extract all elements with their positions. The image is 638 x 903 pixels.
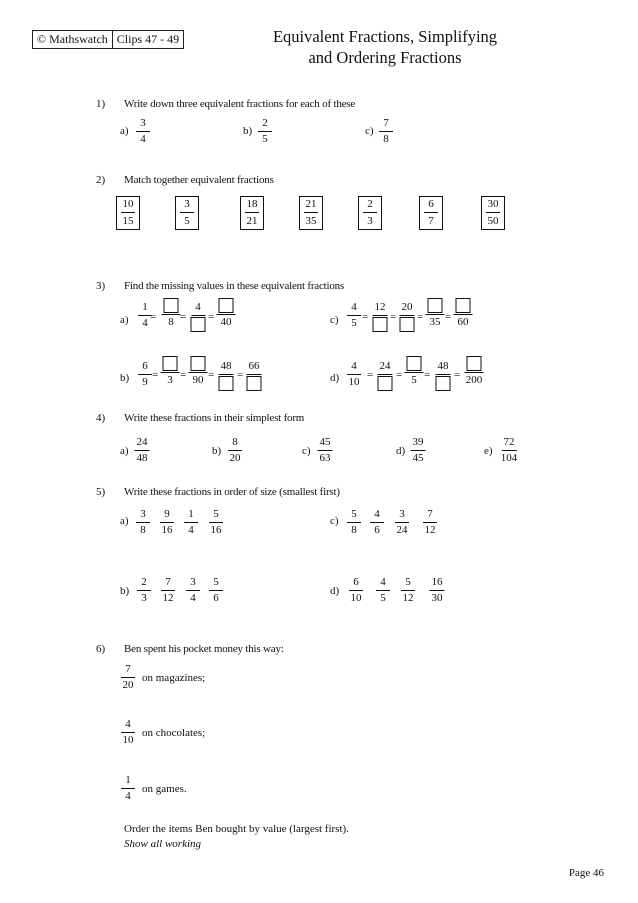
equals-sign: = [424,369,431,381]
numerator: 1 [121,774,135,789]
q3d-fraction [378,360,393,395]
missing-value-box[interactable] [467,356,482,371]
denominator [219,375,234,395]
denominator: 200 [465,374,483,386]
numerator: 24 [135,436,150,451]
q1-number: 1) [96,98,106,110]
denominator: 5 [262,133,268,145]
q6-fraction-games [121,774,135,803]
q5a-fraction [209,508,223,537]
q3-number: 3) [96,280,106,292]
numerator: 7 [121,663,135,678]
q1-text: Write down three equivalent fractions for each of these [124,98,356,110]
q2-fraction-card[interactable] [175,196,199,230]
q5-label-d: d) [330,585,340,597]
q3d-fraction [465,356,484,387]
q5c-fraction [370,508,384,537]
q5-label-c: c) [330,515,339,527]
denominator: 3 [167,374,173,386]
numerator: 3 [136,117,150,132]
denominator: 8 [140,524,146,536]
q2-fraction-card[interactable] [358,196,382,230]
q5d-fraction [349,576,363,605]
numerator [405,356,424,373]
numerator: 72 [502,436,517,451]
numerator: 6 [138,360,152,375]
q2-fraction-card[interactable] [481,196,505,230]
numerator: 16 [430,576,445,591]
denominator: 16 [210,524,222,536]
q3-label-b: b) [120,372,130,384]
denominator: 8 [383,133,389,145]
q3a-fraction [162,298,181,329]
denominator: 104 [500,452,518,464]
denominator: 5 [380,592,386,604]
equals-sign: = [445,311,452,323]
q2-number: 2) [96,174,106,186]
q4-text: Write these fractions in their simplest form [124,412,305,424]
numerator: 66 [247,360,262,375]
numerator: 3 [136,508,150,523]
numerator: 39 [411,436,426,451]
missing-value-box[interactable] [378,376,393,391]
denominator: 7 [428,215,434,227]
numerator: 2 [363,198,377,213]
q1-fraction-a [136,117,150,146]
equals-sign: = [152,369,159,381]
q6-fraction-magazines [121,663,135,692]
numerator: 45 [318,436,333,451]
numerator: 4 [191,301,205,316]
missing-value-box[interactable] [163,356,178,371]
q6-item-text: on chocolates; [142,727,206,739]
denominator [191,316,206,336]
equals-sign: = [396,369,403,381]
q3b-fraction [247,360,262,395]
numerator: 48 [436,360,451,375]
q3b-fraction [138,360,152,389]
numerator [426,298,445,315]
denominator: 8 [168,316,174,328]
q5a-fraction [160,508,174,537]
denominator: 3 [367,215,373,227]
equals-sign: = [208,311,215,323]
q1-fraction-b [258,117,272,146]
q3d-fraction [405,356,424,387]
q3c-fraction [400,301,415,336]
equals-sign: = [208,369,215,381]
denominator: 10 [348,376,360,388]
denominator: 30 [431,592,443,604]
q4-number: 4) [96,412,106,424]
missing-value-box[interactable] [407,356,422,371]
missing-value-box[interactable] [191,317,206,332]
missing-value-box[interactable] [219,298,234,313]
q6-text: Ben spent his pocket money this way: [124,643,284,655]
q3-label-c: c) [330,314,339,326]
q3-text: Find the missing values in these equivalent fractions [124,280,345,292]
q5b-fraction [137,576,151,605]
denominator [373,316,388,336]
numerator: 10 [121,198,135,213]
numerator: 4 [370,508,384,523]
q2-fraction-card[interactable] [116,196,140,230]
numerator: 6 [424,198,438,213]
numerator: 2 [258,117,272,132]
numerator [465,356,484,373]
denominator: 4 [142,317,148,329]
q5c-fraction [347,508,361,537]
q1-label-b: b) [243,125,253,137]
equals-sign: = [180,369,187,381]
denominator [378,375,393,395]
equals-sign: = [417,311,424,323]
q3-label-a: a) [120,314,129,326]
q3c-fraction [426,298,445,329]
denominator: 45 [412,452,424,464]
q2-text: Match together equivalent fractions [124,174,274,186]
equals-sign: = [454,369,461,381]
equals-sign: = [362,311,369,323]
equals-sign: = [390,311,397,323]
denominator: 90 [192,374,204,386]
q3a-fraction [191,301,206,336]
missing-value-box[interactable] [191,356,206,371]
numerator: 30 [486,198,500,213]
denominator: 4 [190,592,196,604]
q5d-fraction [401,576,415,605]
q5b-fraction [209,576,223,605]
q3d-fraction [347,360,361,389]
numerator: 7 [379,117,393,132]
denominator: 63 [319,452,331,464]
q2-fraction-card[interactable] [240,196,264,230]
denominator: 12 [424,524,436,536]
q4-fraction-e [501,436,518,465]
numerator: 12 [373,301,388,316]
q2-fraction-card[interactable] [419,196,443,230]
numerator: 2 [137,576,151,591]
q5b-fraction [186,576,200,605]
numerator: 4 [376,576,390,591]
numerator: 5 [401,576,415,591]
q6-item-text: on games. [142,783,187,795]
q5b-fraction [161,576,175,605]
denominator: 4 [140,133,146,145]
q6-number: 6) [96,643,106,655]
q4-fraction-c [318,436,333,465]
denominator: 5 [351,317,357,329]
denominator: 12 [402,592,414,604]
numerator: 24 [378,360,393,375]
q2-fraction-card[interactable] [299,196,323,230]
numerator [217,298,236,315]
q5c-fraction [423,508,437,537]
q4-fraction-a [135,436,150,465]
missing-value-box[interactable] [436,376,451,391]
title-line-2: and Ordering Fractions [308,48,462,67]
equals-sign: = [150,311,157,323]
q4-label-d: d) [396,445,406,457]
q4-label-a: a) [120,445,129,457]
q3b-fraction [189,356,208,387]
numerator: 5 [347,508,361,523]
denominator [436,375,451,395]
q5c-fraction [395,508,409,537]
denominator: 50 [487,215,499,227]
missing-value-box[interactable] [247,376,262,391]
q5a-fraction [136,508,150,537]
numerator: 3 [395,508,409,523]
denominator: 9 [142,376,148,388]
denominator: 4 [188,524,194,536]
q3-label-d: d) [330,372,340,384]
numerator: 1 [184,508,198,523]
q6-fraction-chocolates [121,718,135,747]
numerator: 8 [228,436,242,451]
numerator: 48 [219,360,234,375]
q3b-fraction [161,356,180,387]
numerator: 9 [160,508,174,523]
q5-number: 5) [96,486,106,498]
numerator: 18 [245,198,259,213]
numerator: 5 [209,576,223,591]
title-line-1: Equivalent Fractions, Simplifying [272,27,498,46]
denominator: 35 [305,215,317,227]
numerator: 21 [304,198,318,213]
q3b-fraction [219,360,234,395]
numerator: 6 [349,576,363,591]
q1-label-a: a) [120,125,129,137]
q3a-fraction [217,298,236,329]
numerator: 7 [423,508,437,523]
q4-label-c: c) [302,445,311,457]
denominator: 8 [351,524,357,536]
copyright-label: © Mathswatch [37,32,108,46]
page-title [230,26,540,68]
q4-label-e: e) [484,445,493,457]
denominator: 10 [122,734,134,746]
denominator: 3 [141,592,147,604]
missing-value-box[interactable] [373,317,388,332]
missing-value-box[interactable] [428,298,443,313]
q6-note: Show all working [124,838,202,850]
q5-text: Write these fractions in order of size (smallest first) [124,486,340,498]
numerator: 4 [347,301,361,316]
numerator: 3 [186,576,200,591]
denominator: 6 [374,524,380,536]
q5a-fraction [184,508,198,537]
denominator: 4 [125,790,131,802]
equals-sign: = [180,311,187,323]
denominator: 20 [229,452,241,464]
numerator: 4 [347,360,361,375]
missing-value-box[interactable] [400,317,415,332]
q3c-fraction [454,298,473,329]
numerator: 4 [121,718,135,733]
denominator: 6 [213,592,219,604]
q3c-fraction [373,301,388,336]
missing-value-box[interactable] [164,298,179,313]
q4-label-b: b) [212,445,222,457]
denominator [247,375,262,395]
denominator: 15 [122,215,134,227]
equals-sign: = [237,369,244,381]
denominator: 35 [429,316,441,328]
numerator: 7 [161,576,175,591]
denominator: 16 [161,524,173,536]
denominator: 12 [162,592,174,604]
q5d-fraction [376,576,390,605]
clips-label: Clips 47 - 49 [112,31,183,48]
denominator: 24 [396,524,408,536]
numerator [454,298,473,315]
q3d-fraction [436,360,451,395]
missing-value-box[interactable] [456,298,471,313]
q1-label-c: c) [365,125,374,137]
q6-instruction: Order the items Ben bought by value (largest first). [124,823,349,835]
numerator [161,356,180,373]
q1-fraction-c [379,117,393,146]
missing-value-box[interactable] [219,376,234,391]
q5d-fraction [430,576,445,605]
numerator: 1 [138,301,152,316]
denominator: 21 [246,215,258,227]
numerator: 5 [209,508,223,523]
q5-label-b: b) [120,585,130,597]
numerator [162,298,181,315]
q3c-fraction [347,301,361,330]
denominator: 48 [136,452,148,464]
page-number: Page 46 [568,867,604,879]
q4-fraction-d [411,436,426,465]
denominator [400,316,415,336]
header-box [32,30,184,49]
numerator: 20 [400,301,415,316]
denominator: 5 [411,374,417,386]
denominator: 40 [220,316,232,328]
denominator: 10 [350,592,362,604]
denominator: 5 [184,215,190,227]
numerator: 3 [180,198,194,213]
q6-item-text: on magazines; [142,672,206,684]
denominator: 20 [122,679,134,691]
numerator [189,356,208,373]
q5-label-a: a) [120,515,129,527]
equals-sign: = [367,369,374,381]
denominator: 60 [457,316,469,328]
q4-fraction-b [228,436,242,465]
